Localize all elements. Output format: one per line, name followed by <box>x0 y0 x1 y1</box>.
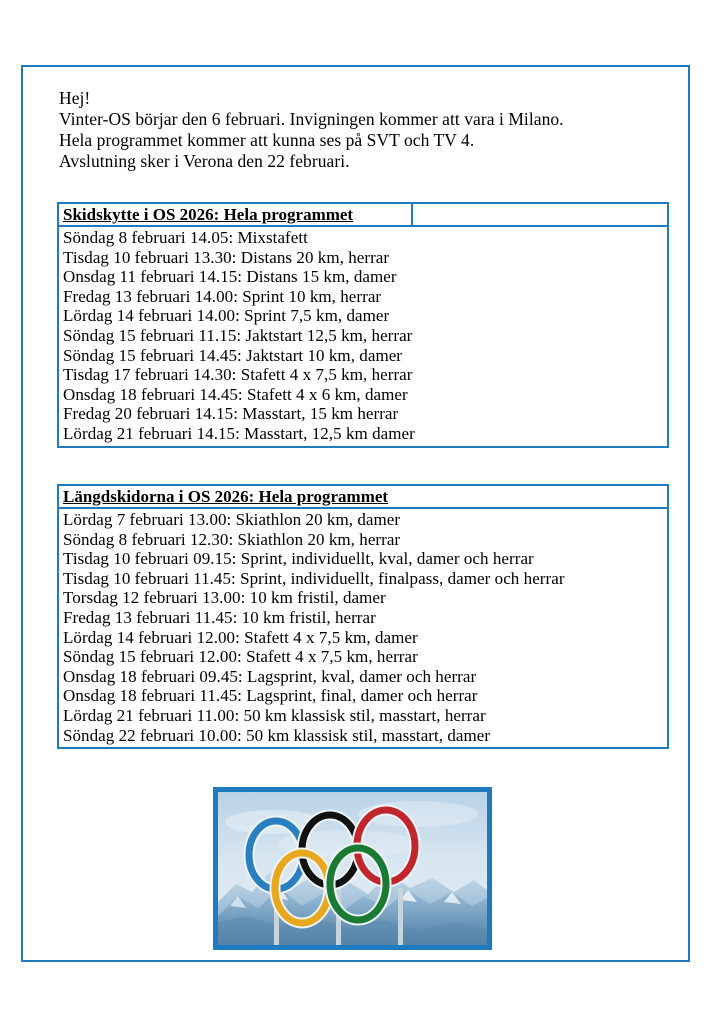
table-header-empty-cell-skidskytte <box>413 204 667 225</box>
page-border-frame <box>21 65 690 962</box>
table-row: Lördag 7 februari 13.00: Skiathlon 20 km, damer <box>63 510 401 529</box>
table-header-row-langdskidorna <box>59 486 667 509</box>
table-row: Lördag 14 februari 14.00: Sprint 7,5 km, damer <box>63 306 390 326</box>
table-body-langdskidorna <box>59 509 667 747</box>
table-row: Söndag 22 februari 10.00: 50 km klassisk stil, masstart, damer <box>63 725 491 745</box>
intro-line-1: Hej! <box>59 88 91 108</box>
table-row: Onsdag 18 februari 14.45: Stafett 4 x 6 km, damer <box>63 384 408 404</box>
table-row: Fredag 20 februari 14.15: Masstart, 15 km herrar <box>63 404 399 424</box>
table-row: Lördag 21 februari 14.15: Masstart, 12,5 km damer <box>63 423 415 443</box>
table-row: Tisdag 10 februari 13.30: Distans 20 km, herrar <box>63 247 390 267</box>
table-row: Torsdag 12 februari 13.00: 10 km fristil, damer <box>63 588 386 608</box>
table-title-langdskidorna <box>59 486 667 507</box>
schedule-table-langdskidorna <box>57 484 669 749</box>
table-row: Lördag 14 februari 12.00: Stafett 4 x 7,5 km, damer <box>63 627 418 647</box>
table-row: Fredag 13 februari 14.00: Sprint 10 km, herrar <box>63 286 382 306</box>
schedule-table-skidskytte <box>57 202 669 448</box>
table-row: Onsdag 18 februari 11.45: Lagsprint, final, damer och herrar <box>63 686 478 706</box>
table-row: Fredag 13 februari 11.45: 10 km fristil, herrar <box>63 607 376 627</box>
table-row: Söndag 15 februari 12.00: Stafett 4 x 7,5 km, herrar <box>63 647 418 667</box>
olympic-rings-photo-frame <box>213 787 492 950</box>
table-header-row-skidskytte <box>59 204 667 227</box>
table-row: Tisdag 17 februari 14.30: Stafett 4 x 7,5 km, herrar <box>63 365 413 385</box>
table-body-skidskytte <box>59 227 667 446</box>
table-row: Söndag 8 februari 14.05: Mixstafett <box>63 228 308 247</box>
table-row: Onsdag 18 februari 09.45: Lagsprint, kval, damer och herrar <box>63 666 477 686</box>
table-row: Onsdag 11 februari 14.15: Distans 15 km, damer <box>63 267 397 287</box>
table-row: Lördag 21 februari 11.00: 50 km klassisk stil, masstart, herrar <box>63 705 486 725</box>
intro-paragraph <box>59 88 659 172</box>
table-row: Söndag 15 februari 14.45: Jaktstart 10 km, damer <box>63 345 403 365</box>
intro-line-3: Hela programmet kommer att kunna ses på SVT och TV 4. <box>59 130 475 150</box>
table-row: Söndag 15 februari 11.15: Jaktstart 12,5 km, herrar <box>63 325 413 345</box>
table-row: Tisdag 10 februari 11.45: Sprint, individuellt, finalpass, damer och herrar <box>63 568 565 588</box>
table-title-langdskidorna-text: Längdskidorna i OS 2026: Hela programmet <box>63 487 389 506</box>
table-row: Tisdag 10 februari 09.15: Sprint, individuellt, kval, damer och herrar <box>63 549 534 569</box>
intro-line-2: Vinter-OS börjar den 6 februari. Invigningen kommer att vara i Milano. <box>59 109 564 129</box>
table-title-skidskytte: Skidskytte i OS 2026: Hela programmet <box>59 204 413 225</box>
intro-line-4: Avslutning sker i Verona den 22 februari. <box>59 151 350 171</box>
olympic-rings-photo <box>218 792 487 945</box>
table-row: Söndag 8 februari 12.30: Skiathlon 20 km, herrar <box>63 529 401 549</box>
